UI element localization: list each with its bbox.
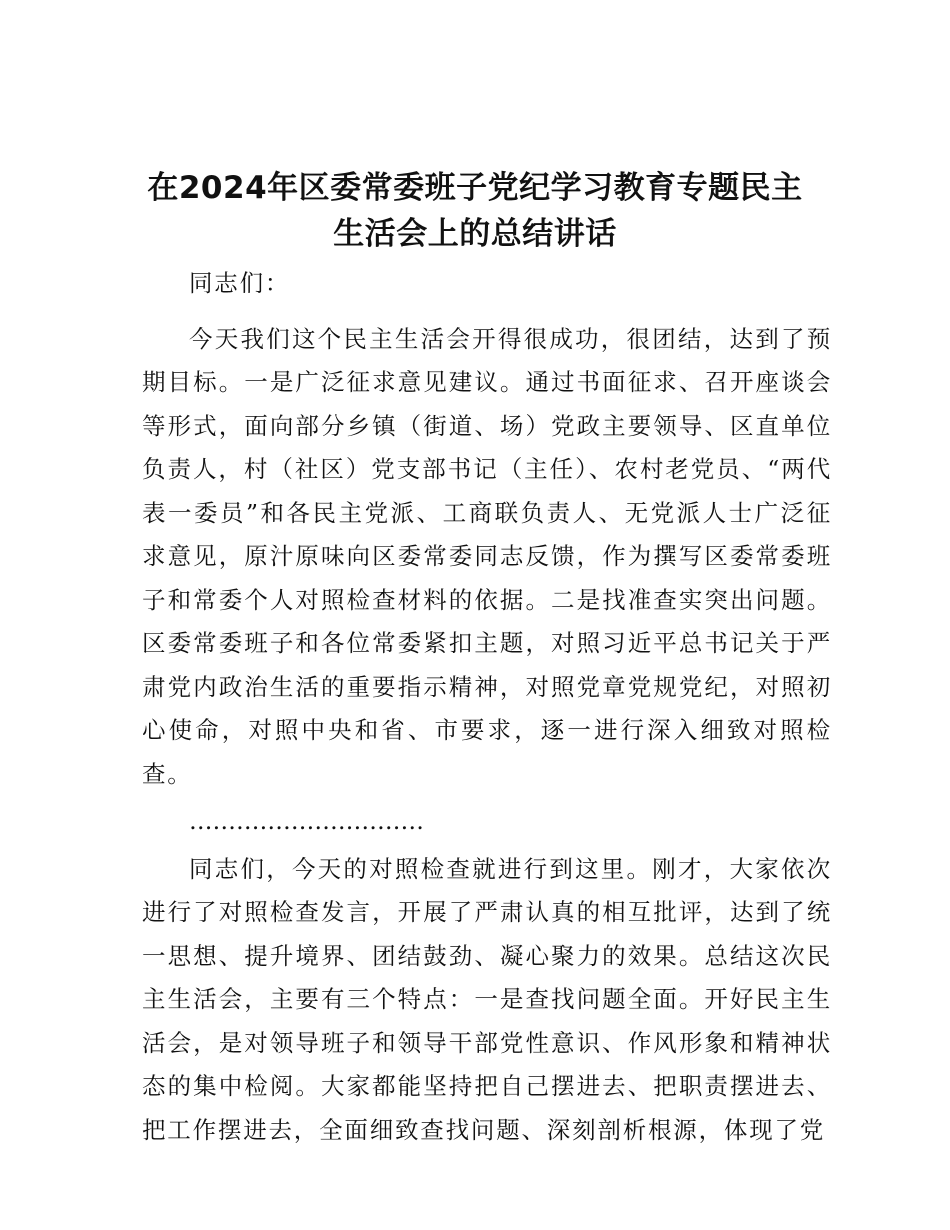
paragraph-1: 今天我们这个民主生活会开得很成功，很团结，达到了预期目标。一是广泛征求意见建议。通过书面征求、召开座谈会等形式，面向部分乡镇（街道、场）党政主要领导、区直单位负责人，村（社区）党支部书记（主任）、农村老党员、“两代表一委员”和各民主党派、工商联负责人、无党派人士广泛征求意见，原汁原味向区委常委同志反馈，作为撰写区委常委班子和常委个人对照检查材料的依据。二是找准查实突出问题。区委常委班子和各位常委紧扣主题，对照习近平总书记关于严肃党内政治生活的重要指示精神，对照党章党规党纪，对照初心使命，对照中央和省、市要求，逐一进行深入细致对照检查。	[142, 324, 832, 788]
title-line-2: 生活会上的总结讲话	[333, 216, 617, 252]
title-line-1: 在2024年区委常委班子党纪学习教育专题民主	[147, 170, 803, 206]
document-body	[142, 262, 832, 1152]
ellipsis-separator: …………………………	[189, 807, 424, 835]
paragraph-2: 同志们，今天的对照检查就进行到这里。刚才，大家依次进行了对照检查发言，开展了严肃认真的相互批评，达到了统一思想、提升境界、团结鼓劲、凝心聚力的效果。总结这次民主生活会，主要有三个特点：一是查找问题全面。开好民主生活会，是对领导班子和领导干部党性意识、作风形象和精神状态的集中检阅。大家都能坚持把自己摆进去、把职责摆进去、把工作摆进去，全面细致查找问题、深刻剖析根源，体现了党	[142, 854, 832, 1144]
salutation: 同志们：	[189, 269, 291, 297]
document-title	[120, 165, 830, 257]
